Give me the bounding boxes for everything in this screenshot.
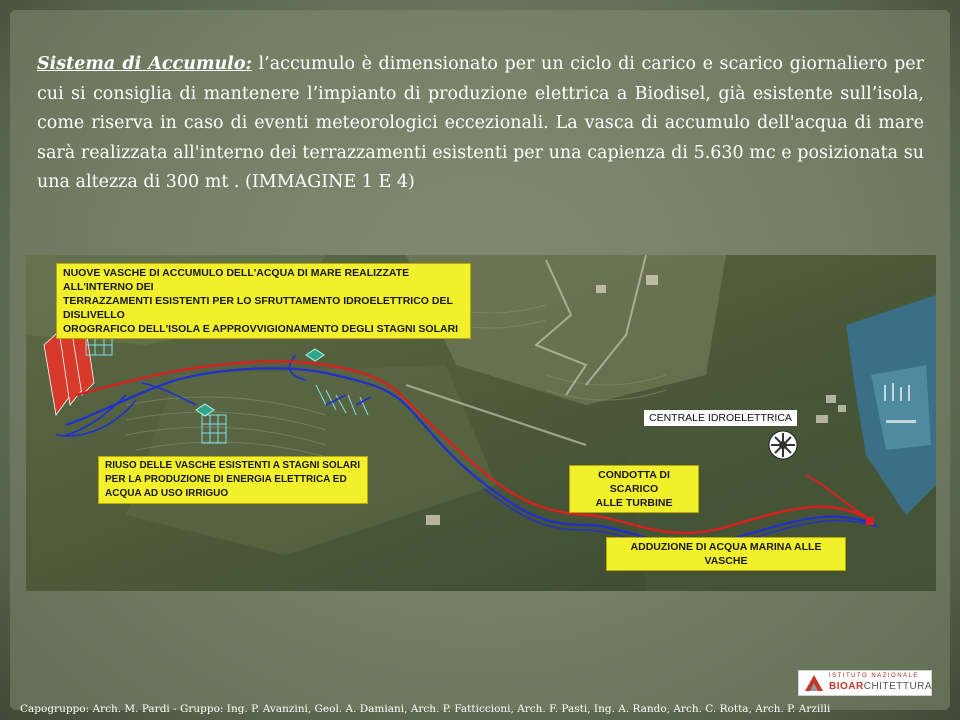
paragraph-body: l’accumulo è dimensionato per un ciclo di carico e scarico giornaliero per cui si consiglia di mantenere l’impianto di produzione elettrica a Biodisel, già esistente sull’isola, come riserva in caso di eventi meteorologici eccezionali. La vasca di accumulo dell'acqua di mare sarà realizzata all'interno dei terrazzamenti esistenti per una capienza di 5.630 mc e posizionata su una altezza di 300 mt . (IMMAGINE 1 E 4) [37,54,924,192]
callout-discharge-line2: ALLE TURBINE [595,497,673,509]
logo-line1: ISTITUTO NAZIONALE [829,673,919,679]
credits-line: Capogruppo: Arch. M. Pardi - Gruppo: Ing. P. Avanzini, Geol. A. Damiani, Arch. P. Fatticcioni, Arch. F. Pasti, Ing. A. Rando, Arch. C. Rotta, Arch. P. Arzilli [20,703,831,715]
paragraph-heading: Sistema di Accumulo: [37,54,252,74]
callout-reuse-line3: ACQUA AD USO IRRIGUO [105,488,229,499]
callout-new-tanks [56,263,471,339]
logo-emblem-icon [801,671,827,695]
logo-line2-a: BIOAR [829,681,864,692]
callout-reuse-line2: PER LA PRODUZIONE DI ENERGIA ELETTRICA ED [105,474,347,485]
callout-new-tanks-line2: TERRAZZAMENTI ESISTENTI PER LO SFRUTTAMENTO IDROELETTRICO DEL DISLIVELLO [63,295,453,321]
turbine-icon [769,431,797,459]
callout-discharge-line1: CONDOTTA DI SCARICO [598,469,670,495]
callout-reuse [98,456,368,504]
aerial-map-image [26,255,936,591]
callout-discharge [569,465,699,513]
logo-line2 [829,681,932,692]
callout-reuse-line1: RIUSO DELLE VASCHE ESISTENTI A STAGNI SOLARI [105,460,361,471]
logo-line2-b: CHITETTURA [863,681,933,692]
description-paragraph [37,50,924,198]
label-hydro-plant: CENTRALE IDROELETTRICA [644,410,797,426]
callout-intake: ADDUZIONE DI ACQUA MARINA ALLE VASCHE [606,537,846,571]
callout-new-tanks-line3: OROGRAFICO DELL'ISOLA E APPROVVIGIONAMENTO DEGLI STAGNI SOLARI [63,323,459,335]
callout-new-tanks-line1: NUOVE VASCHE DI ACCUMULO DELL'ACQUA DI MARE REALIZZATE ALL'INTERNO DEI [63,267,410,293]
bioarchitettura-logo [798,670,932,696]
